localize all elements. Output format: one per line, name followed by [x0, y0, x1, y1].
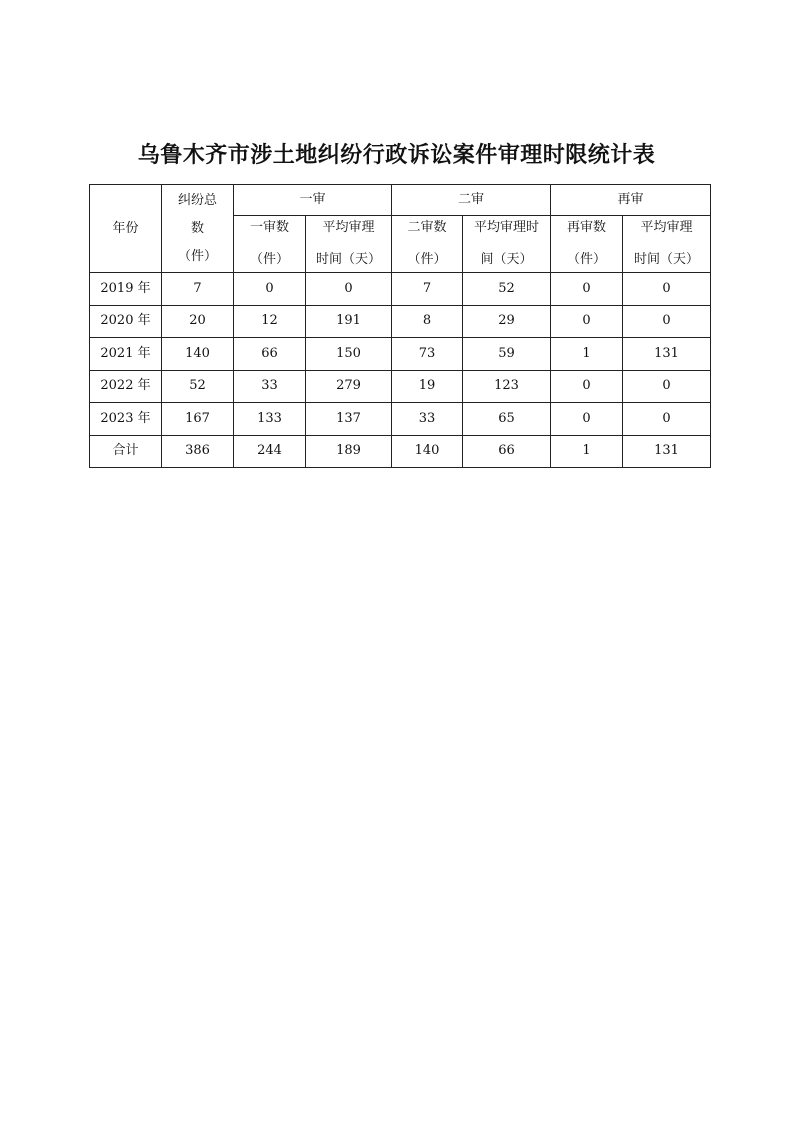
cell-si-avg: 59 — [463, 338, 551, 371]
cell-total: 167 — [162, 403, 234, 436]
header-total-line3: （件） — [177, 248, 217, 264]
header-fi-count-line1: 一审数 — [249, 220, 289, 235]
header-fi-count — [234, 216, 306, 273]
cell-rt-avg: 131 — [623, 338, 711, 371]
cell-year: 2023 年 — [90, 403, 162, 436]
cell-fi-avg: 150 — [306, 338, 392, 371]
header-rt-avg-line1: 平均审理 — [640, 220, 693, 235]
cell-total: 7 — [162, 273, 234, 306]
cell-si-avg: 65 — [463, 403, 551, 436]
cell-fi-avg: 137 — [306, 403, 392, 436]
header-rt-avg-line2: 时间（天） — [634, 252, 700, 268]
header-fi-avg — [306, 216, 392, 273]
header-rt-count-line1: 再审数 — [567, 220, 607, 235]
cell-si-count: 19 — [392, 370, 463, 403]
cell-fi-avg: 279 — [306, 370, 392, 403]
cell-si-count: 33 — [392, 403, 463, 436]
header-total-line1: 纠纷总 — [177, 192, 217, 208]
table-row — [90, 403, 711, 436]
cell-rt-avg: 0 — [623, 305, 711, 338]
table-row — [90, 370, 711, 403]
table-row — [90, 305, 711, 338]
cell-fi-count: 12 — [234, 305, 306, 338]
cell-year: 2019 年 — [90, 273, 162, 306]
cell-si-count: 140 — [392, 435, 463, 468]
table-row — [90, 273, 711, 306]
header-si-count — [392, 216, 463, 273]
header-row-group — [90, 185, 711, 216]
cell-rt-count: 0 — [551, 370, 623, 403]
header-year-label: 年份 — [112, 220, 139, 236]
page-title: 乌鲁木齐市涉土地纠纷行政诉讼案件审理时限统计表 — [137, 143, 656, 168]
statistics-table — [89, 184, 711, 468]
cell-si-avg: 29 — [463, 305, 551, 338]
header-rt-count — [551, 216, 623, 273]
cell-rt-count: 0 — [551, 273, 623, 306]
cell-rt-count: 0 — [551, 305, 623, 338]
cell-rt-count: 0 — [551, 403, 623, 436]
cell-si-avg: 52 — [463, 273, 551, 306]
header-retrial: 再审 — [551, 185, 711, 216]
header-si-avg — [463, 216, 551, 273]
cell-si-avg: 123 — [463, 370, 551, 403]
header-fi-avg-line1: 平均审理 — [322, 220, 375, 235]
header-si-count-line1: 二审数 — [407, 220, 447, 235]
header-si-avg-line1: 平均审理时 — [474, 220, 540, 235]
cell-rt-avg: 0 — [623, 273, 711, 306]
cell-fi-avg: 189 — [306, 435, 392, 468]
cell-fi-count: 133 — [234, 403, 306, 436]
cell-fi-avg: 191 — [306, 305, 392, 338]
header-si-avg-line2: 间（天） — [480, 252, 533, 268]
cell-fi-count: 244 — [234, 435, 306, 468]
cell-year: 2022 年 — [90, 370, 162, 403]
header-rt-avg — [623, 216, 711, 273]
cell-total: 386 — [162, 435, 234, 468]
header-first-instance: 一审 — [234, 185, 392, 216]
cell-rt-avg: 131 — [623, 435, 711, 468]
cell-si-count: 8 — [392, 305, 463, 338]
cell-fi-count: 66 — [234, 338, 306, 371]
cell-year: 2020 年 — [90, 305, 162, 338]
header-second-instance: 二审 — [392, 185, 551, 216]
cell-rt-avg: 0 — [623, 403, 711, 436]
cell-rt-count: 1 — [551, 435, 623, 468]
header-fi-count-line2: （件） — [249, 252, 289, 268]
cell-si-count: 73 — [392, 338, 463, 371]
cell-rt-avg: 0 — [623, 370, 711, 403]
cell-rt-count: 1 — [551, 338, 623, 371]
cell-si-count: 7 — [392, 273, 463, 306]
header-total — [162, 185, 234, 273]
cell-year: 合计 — [90, 435, 162, 468]
cell-fi-count: 0 — [234, 273, 306, 306]
cell-fi-avg: 0 — [306, 273, 392, 306]
header-year — [90, 185, 162, 273]
cell-total: 140 — [162, 338, 234, 371]
cell-si-avg: 66 — [463, 435, 551, 468]
cell-total: 20 — [162, 305, 234, 338]
cell-total: 52 — [162, 370, 234, 403]
header-si-count-line2: （件） — [407, 252, 447, 268]
header-fi-avg-line2: 时间（天） — [316, 252, 382, 268]
table-row-total — [90, 435, 711, 468]
header-total-line2: 数 — [190, 220, 204, 236]
header-rt-count-line2: （件） — [567, 252, 607, 268]
cell-year: 2021 年 — [90, 338, 162, 371]
cell-fi-count: 33 — [234, 370, 306, 403]
table-row — [90, 338, 711, 371]
